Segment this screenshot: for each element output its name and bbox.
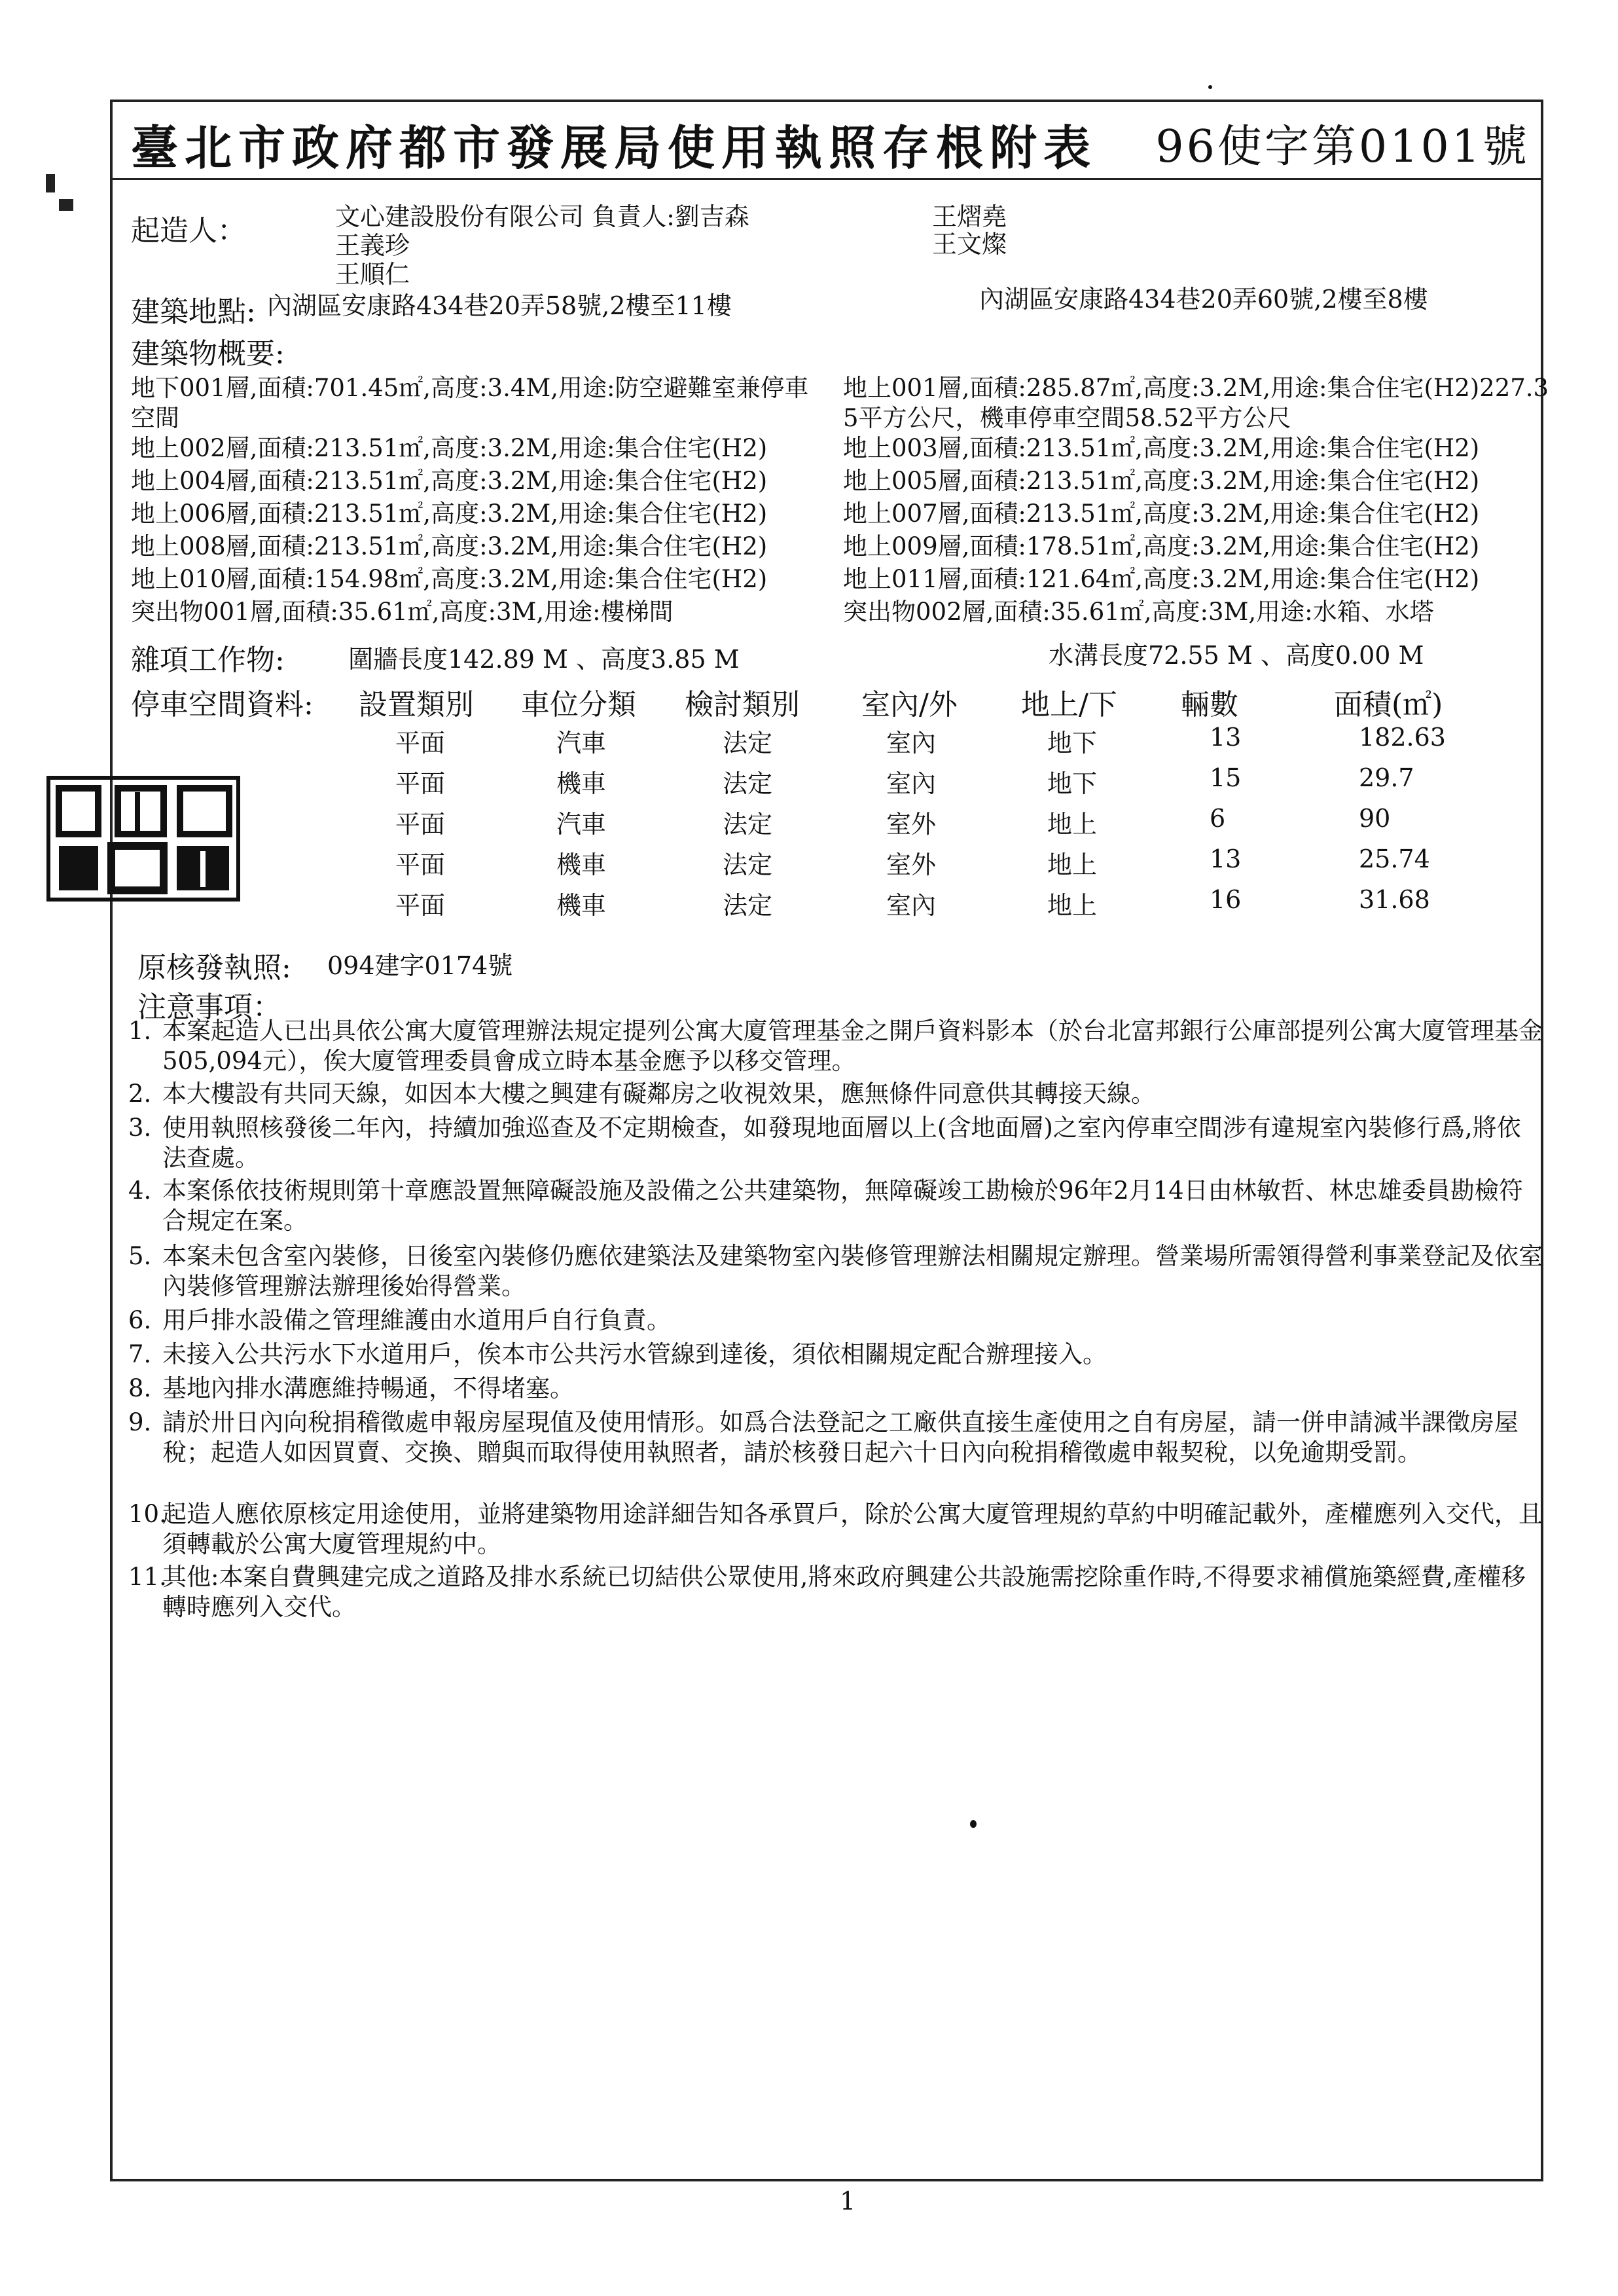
parking-cell: 地上 [1047,850,1098,879]
parking-cell: 平面 [395,810,446,839]
note-item [128,1016,1543,1076]
page-number: 1 [840,2187,856,2215]
overview-label: 建築物概要: [131,337,285,371]
floor-entry: 地上005層,面積:213.51㎡,高度:3.2M,用途:集合住宅(H2) [843,467,1480,495]
parking-cell: 29.7 [1359,763,1414,792]
parking-cell: 90 [1359,804,1391,833]
misc-wall: 圍牆長度142.89 M 、高度3.85 M [348,645,740,674]
note-number: 6. [128,1306,152,1334]
builder-person: 王熠堯 [932,202,1007,231]
misc-label: 雜項工作物: [131,644,285,677]
site-address: 內湖區安康路434巷20弄58號,2樓至11樓 [267,291,732,320]
floor-entry: 地上003層,面積:213.51㎡,高度:3.2M,用途:集合住宅(H2) [843,434,1480,462]
note-text: 請於卅日內向稅捐稽徵處申報房屋現值及使用情形。如爲合法登記之工廠供直接生產使用之自有房屋，請一併申請減半課徵房屋稅；起造人如因買賣、交換、贈與而取得使用執照者，請於核發日起六十日內向稅捐稽徵處申報契稅，以免逾期受罰。 [162,1408,1519,1467]
parking-column-header: 設置類別 [359,688,474,721]
note-text: 未接入公共污水下水道用戶，俟本市公共污水管線到達後，須依相關規定配合辦理接入。 [162,1340,1107,1368]
parking-cell: 16 [1210,885,1242,914]
parking-cell: 平面 [395,891,446,920]
parking-cell: 25.74 [1359,845,1430,873]
builder-person: 王義珍 [335,231,410,260]
parking-cell: 地下 [1047,769,1098,798]
parking-cell: 法定 [723,850,773,879]
note-number: 1. [128,1017,152,1045]
note-item [128,1305,1543,1336]
scan-speck [1208,85,1212,89]
floor-entry: 地上011層,面積:121.64㎡,高度:3.2M,用途:集合住宅(H2) [843,565,1480,593]
note-number: 9. [128,1408,152,1436]
parking-cell: 13 [1210,723,1242,752]
parking-cell: 地下 [1047,729,1098,757]
parking-cell: 法定 [723,810,773,839]
parking-cell: 室內 [886,729,937,757]
note-text: 起造人應依原核定用途使用，並將建築物用途詳細告知各承買戶，除於公寓大廈管理規約草約中明確記載外，產權應列入交代，且須轉載於公寓大廈管理規約中。 [162,1500,1543,1558]
parking-column-header: 車位分類 [521,688,636,721]
builder-company: 文心建設股份有限公司 負責人:劉吉森 [335,202,749,231]
builder-person: 王順仁 [335,260,410,289]
note-number: 10. [128,1500,167,1528]
parking-label: 停車空間資料: [131,688,314,721]
note-item [128,1241,1543,1302]
floor-entry: 地上001層,面積:285.87㎡,高度:3.2M,用途:集合住宅(H2)227.3 [843,374,1549,402]
note-text: 本大樓設有共同天線，如因本大樓之興建有礙鄰房之收視效果，應無條件同意供其轉接天線。 [162,1080,1155,1108]
floor-entry: 地上009層,面積:178.51㎡,高度:3.2M,用途:集合住宅(H2) [843,532,1480,560]
note-item [128,1562,1543,1622]
note-text: 使用執照核發後二年內，持續加強巡查及不定期檢查，如發現地面層以上(含地面層)之室內停車空間涉有違規室內裝修行爲,將依法查處。 [162,1114,1521,1172]
note-text: 本案係依技術規則第十章應設置無障礙設施及設備之公共建築物，無障礙竣工勘檢於96年2月14日由林敏哲、林忠雄委員勘檢符合規定在案。 [162,1176,1523,1235]
misc-ditch: 水溝長度72.55 M 、高度0.00 M [1049,641,1424,670]
floor-entry: 地上002層,面積:213.51㎡,高度:3.2M,用途:集合住宅(H2) [131,434,768,462]
parking-cell: 法定 [723,769,773,798]
parking-cell: 平面 [395,769,446,798]
parking-cell: 31.68 [1359,885,1430,914]
floor-entry: 突出物002層,面積:35.61㎡,高度:3M,用途:水箱、水塔 [843,598,1434,626]
note-item [128,1113,1543,1173]
note-item [128,1339,1543,1370]
note-item [128,1176,1543,1236]
parking-cell: 機車 [556,850,607,879]
parking-cell: 室內 [886,769,937,798]
note-number: 11. [128,1563,167,1591]
site-label: 建築地點: [131,295,256,329]
parking-column-header: 室內/外 [861,688,958,721]
parking-cell: 182.63 [1359,723,1446,752]
page-title: 臺北市政府都市發展局使用執照存根附表 [131,120,1098,175]
parking-column-header: 地上/下 [1021,688,1117,721]
note-item [128,1499,1543,1559]
note-item [128,1374,1543,1404]
note-number: 3. [128,1114,152,1142]
note-text: 本案未包含室內裝修，日後室內裝修仍應依建築法及建築物室內裝修管理辦法相關規定辦理。營業場所需領得營利事業登記及依室內裝修管理辦法辦理後始得營業。 [162,1242,1543,1300]
note-number: 8. [128,1374,152,1402]
floor-entry: 地上004層,面積:213.51㎡,高度:3.2M,用途:集合住宅(H2) [131,467,768,495]
original-permit-value: 094建字0174號 [327,951,513,980]
parking-cell: 13 [1210,845,1242,873]
parking-cell: 法定 [723,729,773,757]
note-number: 7. [128,1340,152,1368]
parking-cell: 室外 [886,850,937,879]
note-number: 2. [128,1080,152,1108]
note-item [128,1079,1543,1109]
floor-entry: 空間 [131,404,179,432]
floor-entry: 地上007層,面積:213.51㎡,高度:3.2M,用途:集合住宅(H2) [843,500,1480,528]
site-address: 內湖區安康路434巷20弄60號,2樓至8樓 [979,285,1428,314]
scan-speck [970,1820,977,1828]
punch-mark-icon [41,170,80,223]
parking-column-header: 面積(㎡) [1334,688,1443,721]
note-text: 用戶排水設備之管理維護由水道用戶自行負責。 [162,1306,671,1334]
document-number: 96使字第0101號 [1155,121,1530,173]
notes-label: 注意事項： [137,991,281,1024]
floor-entry: 地上008層,面積:213.51㎡,高度:3.2M,用途:集合住宅(H2) [131,532,768,560]
parking-cell: 地上 [1047,891,1098,920]
note-text: 其他:本案自費興建完成之道路及排水系統已切結供公眾使用,將來政府興建公共設施需挖除重作時,不得要求補償施築經費,產權移轉時應列入交代。 [162,1563,1526,1621]
parking-cell: 法定 [723,891,773,920]
parking-cell: 6 [1210,804,1226,833]
parking-cell: 汽車 [556,729,607,757]
parking-cell: 機車 [556,891,607,920]
parking-cell: 平面 [395,729,446,757]
floor-entry: 突出物001層,面積:35.61㎡,高度:3M,用途:樓梯間 [131,598,674,626]
floor-entry: 地上006層,面積:213.51㎡,高度:3.2M,用途:集合住宅(H2) [131,500,768,528]
floor-entry: 5平方公尺，機車停車空間58.52平方公尺 [843,404,1291,432]
parking-cell: 室內 [886,891,937,920]
original-permit-label: 原核發執照: [137,951,291,985]
parking-cell: 汽車 [556,810,607,839]
parking-cell: 室外 [886,810,937,839]
parking-column-header: 檢討類別 [685,688,800,721]
parking-cell: 15 [1210,763,1242,792]
note-number: 4. [128,1176,152,1205]
builder-person: 王文燦 [932,230,1007,259]
builder-label: 起造人： [131,214,246,247]
parking-column-header: 輛數 [1181,688,1238,721]
note-number: 5. [128,1242,152,1270]
parking-cell: 平面 [395,850,446,879]
parking-cell: 地上 [1047,810,1098,839]
floor-entry: 地下001層,面積:701.45㎡,高度:3.4M,用途:防空避難室兼停車 [131,374,809,402]
title-rule [110,178,1543,180]
seal-stamp-icon [46,773,242,903]
floor-entry: 地上010層,面積:154.98㎡,高度:3.2M,用途:集合住宅(H2) [131,565,768,593]
note-text: 本案起造人已出具依公寓大廈管理辦法規定提列公寓大廈管理基金之開戶資料影本（於台北富邦銀行公庫部提列公寓大廈管理基金505,094元），俟大廈管理委員會成立時本基金應予以移交管理。 [162,1017,1543,1075]
note-item [128,1408,1543,1468]
note-text: 基地內排水溝應維持暢通，不得堵塞。 [162,1374,574,1402]
parking-cell: 機車 [556,769,607,798]
